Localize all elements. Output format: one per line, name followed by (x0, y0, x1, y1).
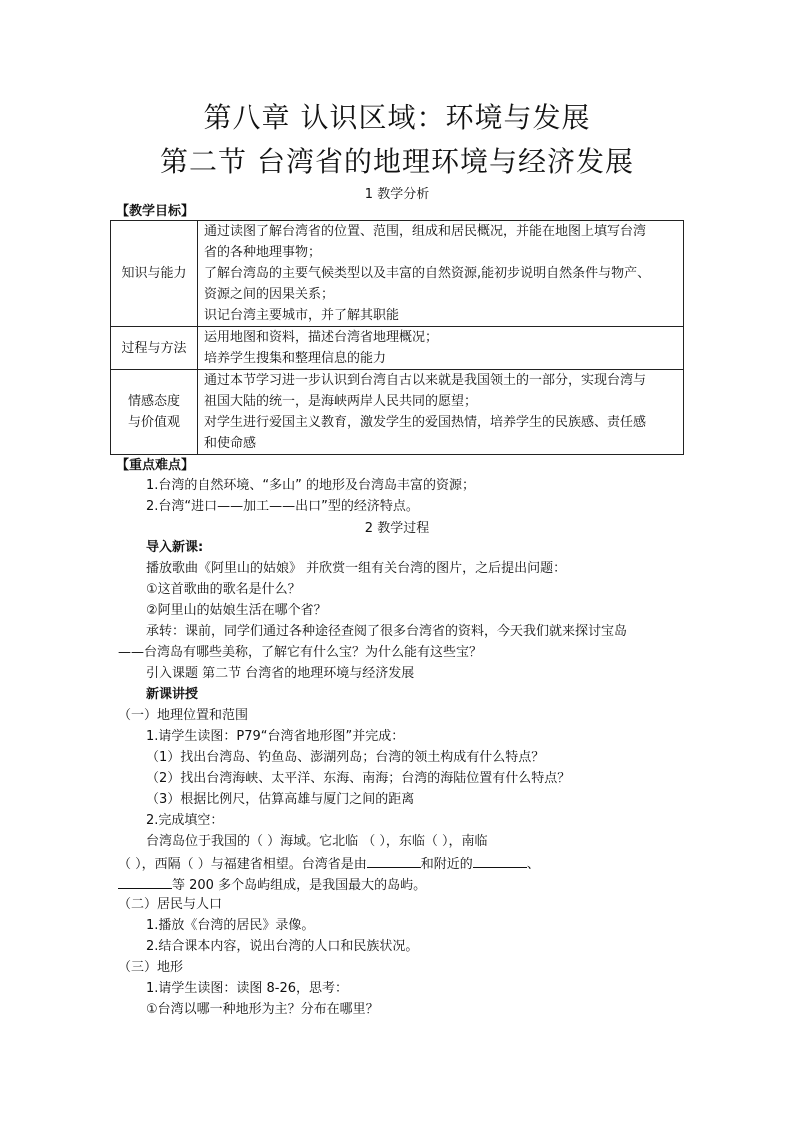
row-label: 知识与能力 (111, 221, 198, 327)
content-line: 培养学生搜集和整理信息的能力 (204, 351, 387, 366)
fill-in-line (118, 853, 540, 875)
teaching-analysis-heading: 1 教学分析 (364, 187, 430, 202)
fill-text: （ ），西隔（ ）与福建省相望。台湾省是由 (118, 857, 367, 872)
paragraph-line: ①台湾以哪一种地形为主？分布在哪里？ (146, 1002, 379, 1017)
paragraph-line: 1.播放《台湾的居民》录像。 (146, 918, 315, 933)
row-label: 情感态度 (127, 394, 180, 409)
objectives-row-knowledge (111, 221, 684, 327)
answer-blank[interactable] (473, 853, 527, 868)
chapter-title: 第八章 认识区域：环境与发展 (203, 101, 591, 134)
paragraph-line: （3）根据比例尺，估算高雄与厦门之间的距离 (146, 792, 415, 807)
key-point: 2.台湾“进口——加工——出口”型的经济特点。 (146, 499, 419, 514)
objectives-row-process (111, 327, 684, 370)
part1-header: （一）地理位置和范围 (118, 708, 249, 723)
paragraph-line: ②阿里山的姑娘生活在哪个省？ (146, 603, 327, 618)
objectives-header: 【教学目标】 (116, 204, 195, 219)
teaching-process-heading: 2 教学过程 (364, 521, 430, 536)
objectives-table (110, 220, 684, 455)
paragraph-line: 2.完成填空： (146, 813, 224, 828)
new-lesson-header: 新课讲授 (146, 687, 199, 702)
paragraph-line: （1）找出台湾岛、钓鱼岛、澎湖列岛；台湾的领土构成有什么特点？ (146, 750, 545, 765)
fill-in-line (118, 874, 426, 896)
key-points-header: 【重点难点】 (116, 458, 195, 473)
fill-in-line: 台湾岛位于我国的（ ）海域。它北临 （ ），东临（ ），南临 (146, 834, 488, 849)
intro-header: 导入新课: (146, 540, 204, 555)
content-line: 通过读图了解台湾省的位置、范围，组成和居民概况，并能在地图上填写台湾 (204, 224, 647, 239)
part3-header: （三）地形 (118, 960, 184, 975)
fill-text: 等 200 多个岛屿组成，是我国最大的岛屿。 (172, 878, 427, 893)
content-line: 祖国大陆的统一，是海峡两岸人民共同的愿望； (204, 394, 478, 409)
content-line: 识记台湾主要城市，并了解其职能 (204, 308, 400, 323)
paragraph-line: 播放歌曲《阿里山的姑娘》 并欣赏一组有关台湾的图片，之后提出问题： (146, 561, 567, 576)
paragraph-line: 引入课题 第二节 台湾省的地理环境与经济发展 (146, 666, 415, 681)
paragraph-line: 承转：课前，同学们通过各种途径查阅了很多台湾省的资料，今天我们就来探讨宝岛 (146, 624, 628, 639)
content-line: 了解台湾岛的主要气候类型以及丰富的自然资源,能初步说明自然条件与物产、 (204, 266, 651, 281)
answer-blank[interactable] (118, 874, 172, 889)
content-line: 对学生进行爱国主义教育，激发学生的爱国热情，培养学生的民族感、责任感 (204, 415, 647, 430)
section-title: 第二节 台湾省的地理环境与经济发展 (160, 145, 634, 178)
fill-text: 和附近的 (420, 857, 473, 872)
paragraph-line: （2）找出台湾海峡、太平洋、东海、南海；台湾的海陆位置有什么特点？ (146, 771, 571, 786)
fill-text: 、 (526, 857, 540, 872)
paragraph-line: 1.请学生读图：P79“台湾省地形图”并完成： (146, 729, 405, 744)
content-line: 资源之间的因果关系； (204, 287, 335, 302)
answer-blank[interactable] (367, 853, 421, 868)
paragraph-line: ——台湾岛有哪些美称，了解它有什么宝？为什么能有这些宝？ (118, 645, 483, 660)
key-point: 1.台湾的自然环境、“多山” 的地形及台湾岛丰富的资源； (146, 478, 476, 493)
content-line: 运用地图和资料，描述台湾省地理概况； (204, 330, 439, 345)
content-line: 通过本节学习进一步认识到台湾自古以来就是我国领土的一部分，实现台湾与 (204, 373, 647, 388)
paragraph-line: 1.请学生读图：读图 8-26，思考： (146, 981, 349, 996)
paragraph-line: 2.结合课本内容，说出台湾的人口和民族状况。 (146, 939, 419, 954)
row-label: 与价值观 (127, 415, 180, 430)
row-label: 过程与方法 (111, 327, 198, 370)
paragraph-line: ①这首歌曲的歌名是什么？ (146, 582, 301, 597)
part2-header: （二）居民与人口 (118, 897, 223, 912)
objectives-row-attitude (111, 370, 684, 455)
content-line: 和使命感 (204, 436, 257, 451)
content-line: 省的各种地理事物； (204, 245, 322, 260)
